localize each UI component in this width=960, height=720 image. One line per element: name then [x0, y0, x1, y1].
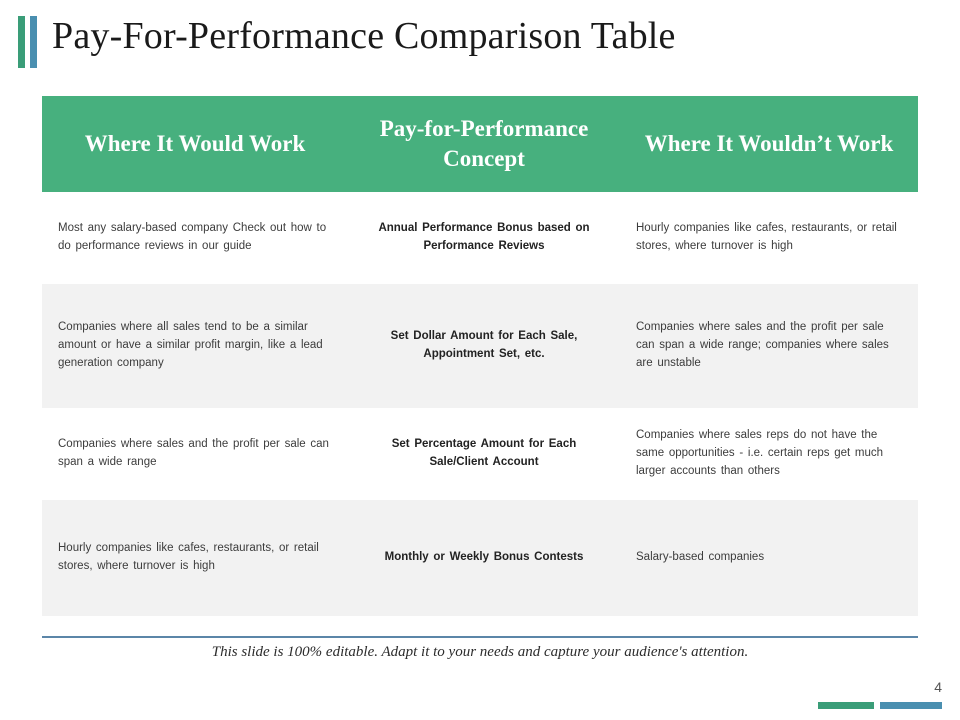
cell-text: Companies where sales and the profit per sale can span a wide range [58, 438, 329, 468]
cell-concept [348, 408, 620, 500]
cell-text: Annual Performance Bonus based on Performance Reviews [378, 222, 590, 252]
slide-title-area [18, 14, 940, 70]
cell-text: Hourly companies like cafes, restaurants, or retail stores, where turnover is high [58, 542, 319, 572]
table-header-row [42, 96, 918, 192]
cell-text: Monthly or Weekly Bonus Contests [384, 551, 584, 564]
table-row [42, 284, 918, 408]
cell-concept [348, 284, 620, 408]
page-number: 4 [934, 679, 942, 695]
accent-bar-blue [30, 16, 37, 68]
footer-divider [42, 636, 918, 638]
bottom-accent-bars [818, 702, 942, 709]
cell-wouldnt-work [620, 408, 918, 500]
table-row [42, 192, 918, 284]
cell-would-work [42, 408, 348, 500]
table-row [42, 408, 918, 500]
table-row [42, 500, 918, 616]
comparison-table [42, 96, 918, 616]
bottom-accent-blue [880, 702, 942, 709]
table-header-concept: Pay-for-Performance Concept [379, 116, 589, 171]
footer-note: This slide is 100% editable. Adapt it to your needs and capture your audience's attention. [211, 644, 749, 660]
cell-concept [348, 192, 620, 284]
cell-text: Companies where sales and the profit per sale can span a wide range; companies where sales are unstable [636, 321, 889, 369]
cell-text: Companies where all sales tend to be a similar amount or have a similar profit margin, like a lead generation company [58, 321, 323, 369]
cell-text: Salary-based companies [636, 551, 765, 564]
title-accent-bars [18, 16, 40, 68]
table-header-wouldnt-work: Where It Wouldn’t Work [644, 131, 894, 157]
accent-bar-green [18, 16, 25, 68]
cell-text: Hourly companies like cafes, restaurants, or retail stores, where turnover is high [636, 222, 897, 252]
cell-wouldnt-work [620, 500, 918, 616]
cell-concept [348, 500, 620, 616]
cell-would-work [42, 284, 348, 408]
cell-text: Most any salary-based company Check out how to do performance reviews in our guide [58, 222, 327, 252]
cell-wouldnt-work [620, 284, 918, 408]
cell-text: Set Dollar Amount for Each Sale, Appointment Set, etc. [390, 330, 578, 360]
cell-would-work [42, 500, 348, 616]
table-header-would-work: Where It Would Work [84, 131, 306, 157]
cell-text: Companies where sales reps do not have the same opportunities - i.e. certain reps get much larger accounts than others [636, 429, 884, 477]
cell-would-work [42, 192, 348, 284]
cell-text: Set Percentage Amount for Each Sale/Client Account [391, 438, 577, 468]
bottom-accent-green [818, 702, 874, 709]
cell-wouldnt-work [620, 192, 918, 284]
page-title: Pay-For-Performance Comparison Table [52, 15, 676, 57]
